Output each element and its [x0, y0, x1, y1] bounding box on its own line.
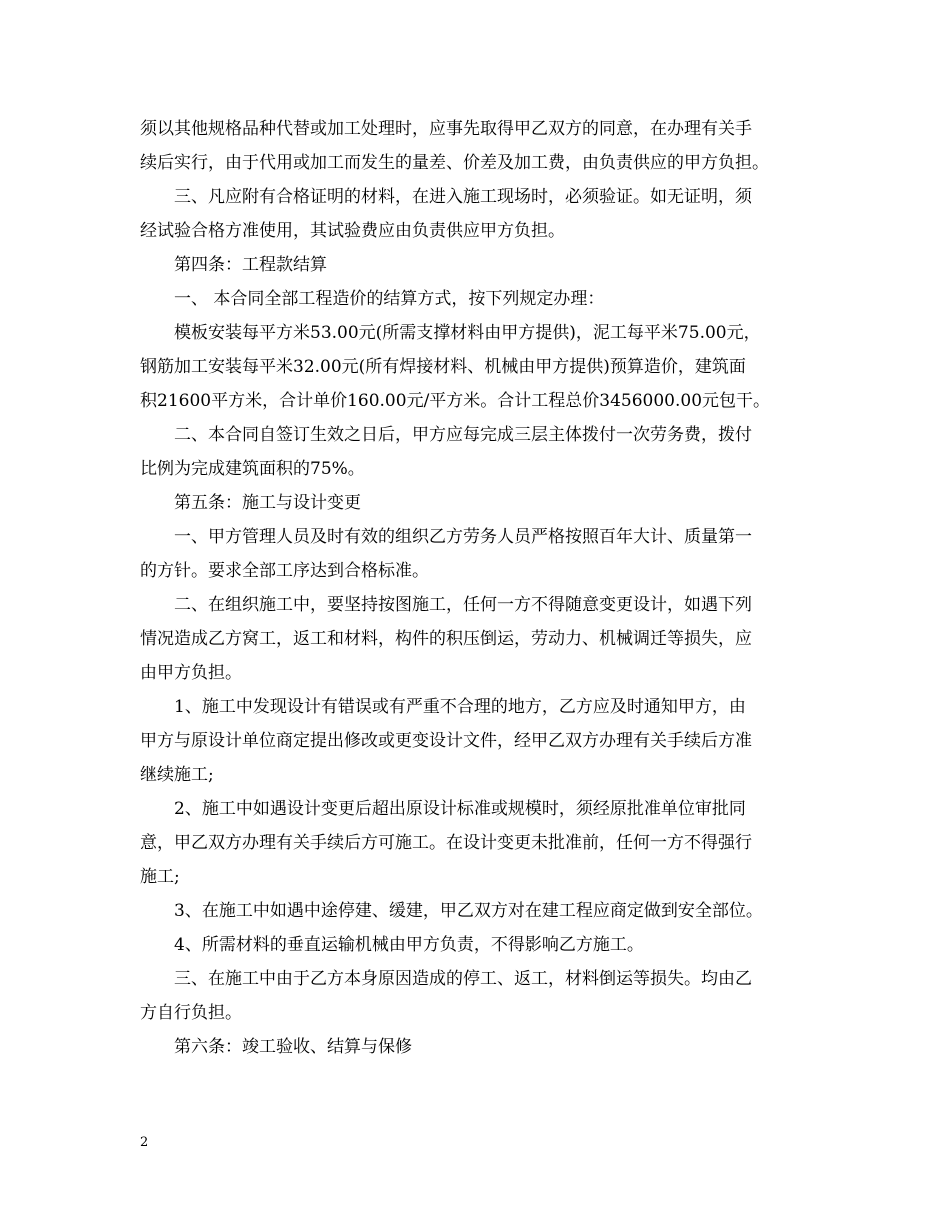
- text-line: 钢筋加工安装每平米32.00元(所有焊接材料、机械由甲方提供)预算造价，建筑面: [140, 357, 746, 377]
- text-line: 一、 本合同全部工程造价的结算方式，按下列规定办理：: [174, 289, 605, 309]
- text-line: 第六条：竣工验收、结算与保修: [174, 1037, 412, 1057]
- text-line: 积21600平方米，合计单价160.00元/平方米。合计工程总价3456000.00元包干。: [140, 391, 771, 411]
- text-line: 须以其他规格品种代替或加工处理时，应事先取得甲乙双方的同意，在办理有关手: [140, 119, 752, 139]
- text-line: 第四条：工程款结算: [174, 255, 327, 275]
- text-line: 的方针。要求全部工序达到合格标准。: [140, 561, 429, 581]
- text-line: 甲方与原设计单位商定提出修改或更变设计文件，经甲乙双方办理有关手续后方准: [140, 731, 752, 751]
- document-body: [140, 112, 820, 1064]
- text-line: 经试验合格方准使用，其试验费应由负责供应甲方负担。: [140, 221, 565, 241]
- text-line: 情况造成乙方窝工，返工和材料，构件的积压倒运，劳动力、机械调迁等损失，应: [140, 629, 752, 649]
- text-line: 施工;: [140, 867, 180, 887]
- text-line: 一、甲方管理人员及时有效的组织乙方劳务人员严格按照百年大计、质量第一: [174, 527, 752, 547]
- text-line: 二、在组织施工中，要坚持按图施工，任何一方不得随意变更设计，如遇下列: [174, 595, 752, 615]
- text-line: 第五条：施工与设计变更: [174, 493, 361, 513]
- text-line: 1、施工中发现设计有错误或有严重不合理的地方，乙方应及时通知甲方，由: [174, 697, 746, 717]
- text-line: 继续施工;: [140, 765, 214, 785]
- text-line: 4、所需材料的垂直运输机械由甲方负责，不得影响乙方施工。: [174, 935, 644, 955]
- text-line: 三、在施工中由于乙方本身原因造成的停工、返工，材料倒运等损失。均由乙: [174, 969, 752, 989]
- text-line: 模板安装每平方米53.00元(所需支撑材料由甲方提供)，泥工每平米75.00元，: [174, 323, 761, 343]
- text-line: 意，甲乙双方办理有关手续后方可施工。在设计变更未批准前，任何一方不得强行: [140, 833, 752, 853]
- text-line: 比例为完成建筑面积的75%。: [140, 459, 365, 479]
- text-line: 2、施工中如遇设计变更后超出原设计标准或规模时，须经原批准单位审批同: [174, 799, 746, 819]
- text-line: 三、凡应附有合格证明的材料，在进入施工现场时，必须验证。如无证明，须: [174, 187, 752, 207]
- text-line: 3、在施工中如遇中途停建、缓建，甲乙双方对在建工程应商定做到安全部位。: [174, 901, 763, 921]
- text-line: 二、本合同自签订生效之日后，甲方应每完成三层主体拨付一次劳务费，拨付: [174, 425, 752, 445]
- text-line: 方自行负担。: [140, 1003, 242, 1023]
- page-number: 2: [140, 1135, 149, 1150]
- text-line: 续后实行，由于代用或加工而发生的量差、价差及加工费，由负责供应的甲方负担。: [140, 153, 769, 173]
- text-line: 由甲方负担。: [140, 663, 242, 683]
